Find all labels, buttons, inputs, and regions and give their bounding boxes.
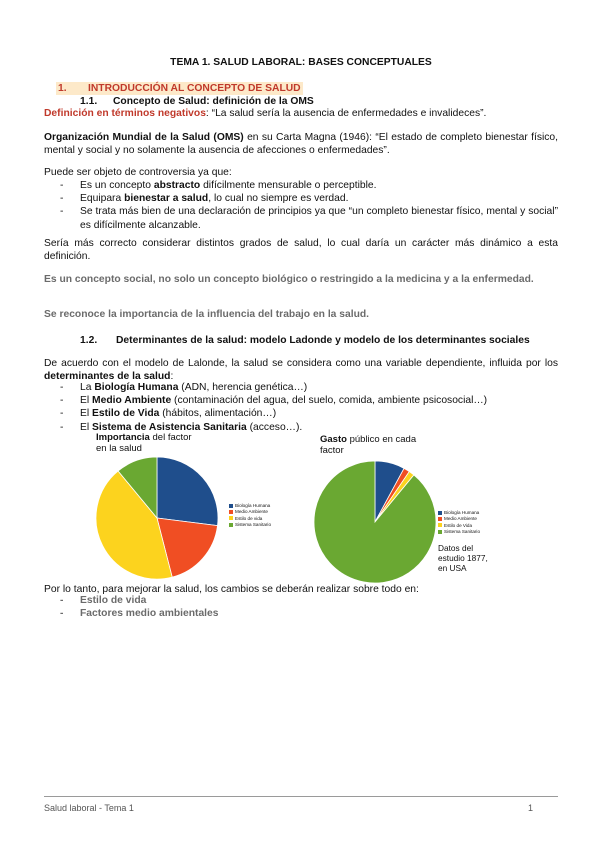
section-1-2-number: 1.2. bbox=[80, 335, 98, 346]
footer-divider bbox=[44, 796, 558, 797]
legend-entry: Medio Ambiente bbox=[438, 516, 480, 522]
legend-swatch bbox=[229, 516, 233, 520]
chart-2-title: Gasto público en cada factor bbox=[320, 434, 417, 456]
list-item: - La Biología Humana (ADN, herencia genética…) bbox=[44, 381, 558, 394]
legend-entry: Sistema Sanitario bbox=[438, 529, 480, 535]
chart-2-pie bbox=[312, 459, 438, 585]
negative-definition-label: Definición en términos negativos bbox=[44, 108, 206, 119]
list-item: - Equipara bienestar a salud, lo cual no siempre es verdad. bbox=[44, 192, 558, 205]
oms-definition bbox=[44, 131, 558, 157]
chart-2-note: Datos del estudio 1877, en USA bbox=[438, 543, 488, 573]
lalonde-intro: De acuerdo con el modelo de Lalonde, la salud se considera como una variable dependiente, influida por los determinantes de la salud: bbox=[44, 358, 558, 383]
section-1-1-number: 1.1. bbox=[80, 96, 98, 107]
legend-swatch bbox=[229, 523, 233, 527]
pie-slice-4 bbox=[314, 461, 436, 583]
legend-swatch bbox=[438, 523, 442, 527]
section-1-number: 1. bbox=[58, 83, 67, 94]
determinants-list bbox=[44, 381, 558, 434]
legend-swatch bbox=[229, 504, 233, 508]
legend-swatch bbox=[438, 511, 442, 515]
list-item: - El Medio Ambiente (contaminación del agua, del suelo, comida, ambiente psicosocial…) bbox=[44, 394, 558, 407]
list-item: - Estilo de vida bbox=[44, 594, 558, 607]
list-item: - El Estilo de Vida (hábitos, alimentación…) bbox=[44, 407, 558, 420]
section-1-1-label: Concepto de Salud: definición de la OMS bbox=[113, 96, 314, 107]
controversy-intro: Puede ser objeto de controversia ya que: bbox=[44, 167, 232, 178]
legend-entry: Biología Humana bbox=[229, 503, 271, 509]
list-item: - Factores medio ambientales bbox=[44, 607, 558, 620]
section-1-heading bbox=[56, 82, 303, 95]
oms-label: Organización Mundial de la Salud (OMS) bbox=[44, 132, 244, 143]
list-item: - Es un concepto abstracto difícilmente mensurable o perceptible. bbox=[44, 179, 558, 192]
section-1-2-label: Determinantes de la salud: modelo Ladonde y modelo de los determinantes sociales bbox=[116, 335, 530, 346]
controversy-list bbox=[44, 179, 558, 232]
section-1-2-heading bbox=[80, 334, 558, 347]
legend-entry: Medio Ambiente bbox=[229, 509, 271, 515]
legend-swatch bbox=[438, 530, 442, 534]
section-1-label: INTRODUCCIÓN AL CONCEPTO DE SALUD bbox=[88, 83, 301, 94]
legend-entry: Estilo de Vida bbox=[438, 523, 480, 529]
legend-swatch bbox=[229, 510, 233, 514]
pie-slice-1 bbox=[157, 457, 218, 526]
chart-1-pie bbox=[94, 455, 220, 581]
list-item: - Se trata más bien de una declaración de principios ya que “un completo bienestar físico, mental y social” es difícilmente alcanzable. bbox=[44, 205, 558, 231]
paragraph-social: Es un concepto social, no solo un concepto biológico o restringido a la medicina y a la enfermedad. bbox=[44, 274, 534, 285]
negative-definition bbox=[44, 107, 558, 120]
legend-entry: Biología Humana bbox=[438, 510, 480, 516]
negative-definition-text: : “La salud sería la ausencia de enfermedades e invalideces”. bbox=[205, 108, 487, 119]
legend-entry: Sistema Sanitario bbox=[229, 522, 271, 528]
list-item: - El Sistema de Asistencia Sanitaria (acceso…). bbox=[44, 421, 558, 434]
changes-list bbox=[44, 594, 558, 620]
paragraph-trabajo: Se reconoce la importancia de la influencia del trabajo en la salud. bbox=[44, 309, 370, 320]
paragraph-grados: Sería más correcto considerar distintos grados de salud, lo cual daría un carácter más dinámico a esta definición. bbox=[44, 238, 558, 263]
page-number: 1 bbox=[528, 803, 534, 813]
footer-label: Salud laboral - Tema 1 bbox=[44, 803, 134, 813]
chart-1-legend bbox=[229, 503, 271, 528]
chart-1-title: Importancia del factor en la salud bbox=[96, 432, 192, 454]
document-title: TEMA 1. SALUD LABORAL: BASES CONCEPTUALES bbox=[170, 57, 432, 68]
legend-swatch bbox=[438, 517, 442, 521]
chart-2-legend bbox=[438, 510, 480, 535]
oms-text: en su Carta Magna (1946): “El estado de completo bienestar físico, mental y social y no solamente la ausencia de afecciones o enfermedades”. bbox=[44, 132, 558, 157]
conclusion-text: Por lo tanto, para mejorar la salud, los cambios se deberán realizar sobre todo en: bbox=[44, 584, 419, 595]
legend-entry: Estilo de vida bbox=[229, 516, 271, 522]
